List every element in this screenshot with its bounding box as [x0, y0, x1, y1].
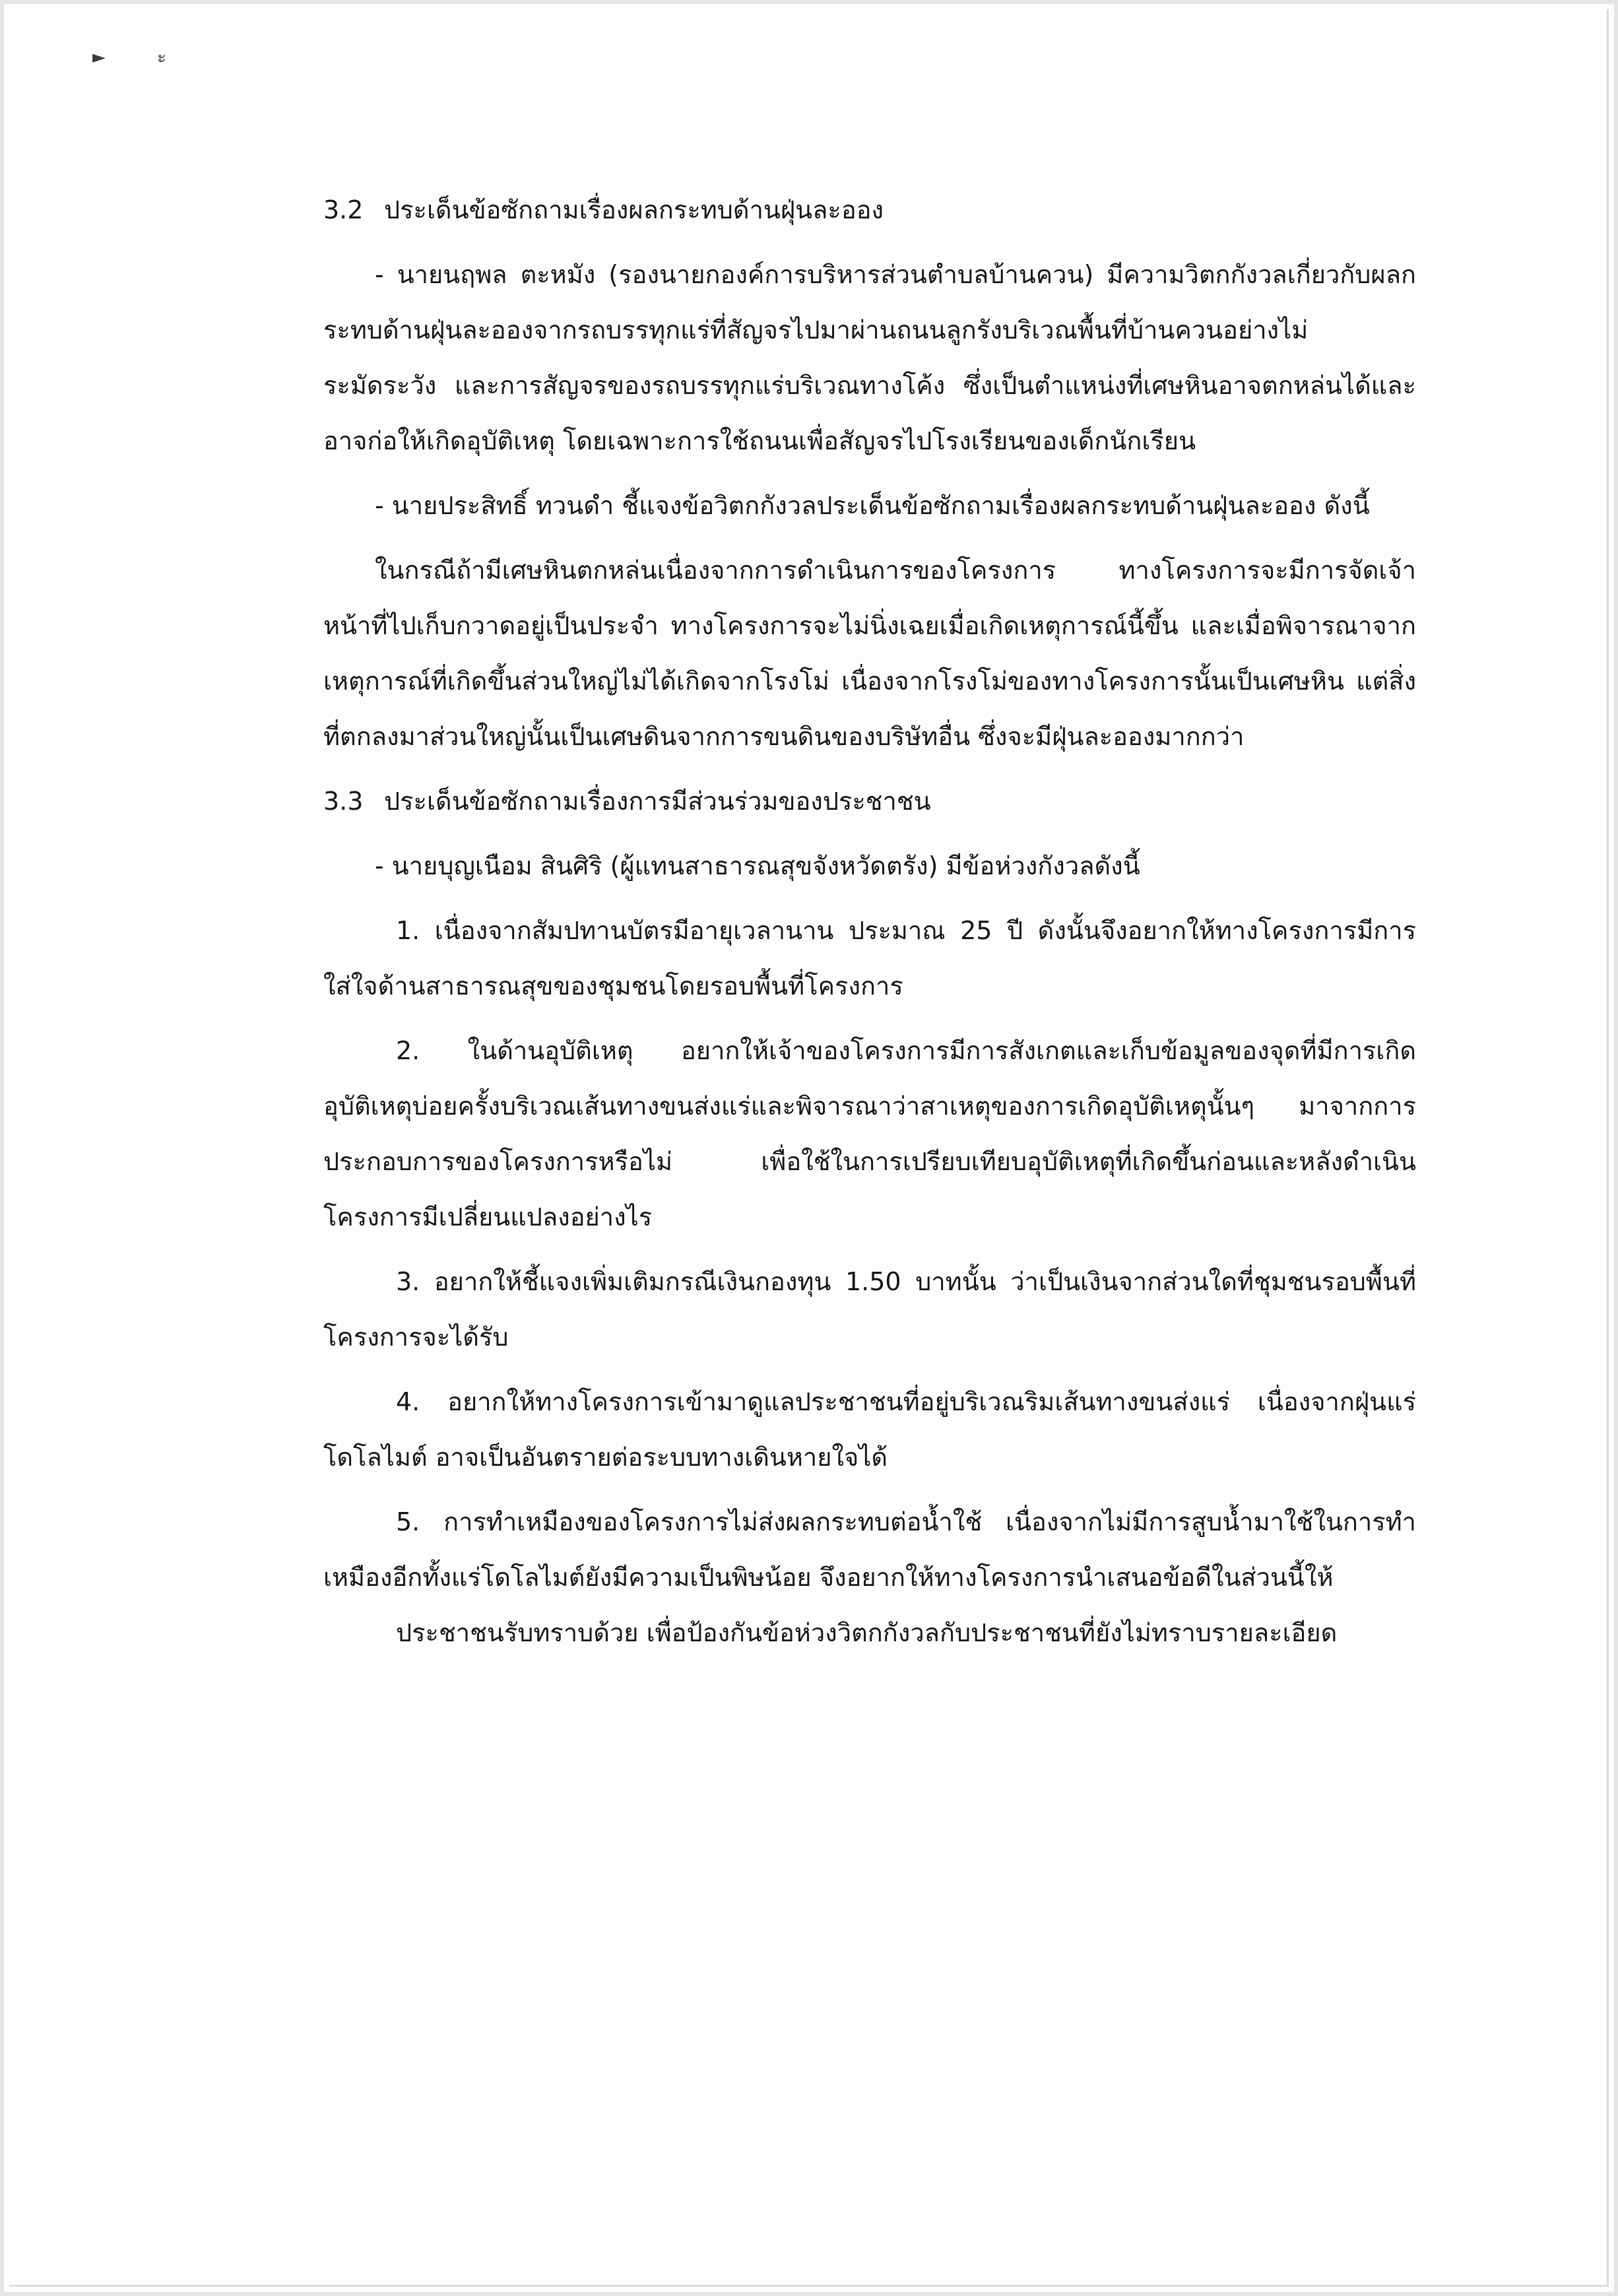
paragraph-response-detail: ในกรณีถ้ามีเศษหินตกหล่นเนื่องจากการดำเนินการของโครงการ ทางโครงการจะมีการจัดเจ้าหน้าที่ไปเก็บกวาดอยู่เป็นประจำ ทางโครงการจะไม่นิ่งเฉยเมื่อเกิดเหตุการณ์นี้ขึ้น และเมื่อพิจารณาจากเหตุการณ์ที่เกิดขึ้นส่วนใหญ่ไม่ได้เกิดจากโรงโม่ เนื่องจากโรงโม่ของทางโครงการนั้นเป็นเศษหิน แต่สิ่งที่ตกลงมาส่วนใหญ่นั้นเป็นเศษดินจากการขนดินของบริษัทอื่น ซึ่งจะมีฝุ่นละอองมากกว่า — [323, 556, 1416, 751]
list-item-4: 4. อยากให้ทางโครงการเข้ามาดูแลประชาชนที่อยู่บริเวณริมเส้นทางขนส่งแร่ เนื่องจากฝุ่นแร่โดโลไมต์ อาจเป็นอันตรายต่อระบบทางเดินหายใจได้ — [323, 1387, 1416, 1472]
scan-mark-arrow: ► — [92, 48, 106, 67]
paragraph-response-intro: - นายประสิทธิ์ ทวนดำ ชี้แจงข้อวิตกกังวลประเด็นข้อซักถามเรื่องผลกระทบด้านฝุ่นละออง ดังนี้ — [375, 491, 1370, 520]
list-item-5: 5. การทำเหมืองของโครงการไม่ส่งผลกระทบต่อน้ำใช้ เนื่องจากไม่มีการสูบน้ำมาใช้ในการทำเหมืองอีกทั้งแร่โดโลไมต์ยังมีความเป็นพิษน้อย จึงอยากให้ทางโครงการนำเสนอข้อดีในส่วนนี้ให้ — [323, 1507, 1416, 1592]
section-number: 3.2 — [323, 195, 364, 224]
document-body — [323, 173, 1416, 1660]
list-item-2: 2. ในด้านอุบัติเหตุ อยากให้เจ้าของโครงการมีการสังเกตและเก็บข้อมูลของจุดที่มีการเกิดอุบัติเหตุบ่อยครั้งบริเวณเส้นทางขนส่งแร่และพิจารณาว่าสาเหตุของการเกิดอุบัติเหตุนั้นๆ มาจากการประกอบการของโครงการหรือไม่ เพื่อใช้ในการเปรียบเทียบอุบัติเหตุที่เกิดขึ้นก่อนและหลังดำเนินโครงการมีเปลี่ยนแปลงอย่างไร — [323, 1036, 1416, 1231]
paragraph-concern-dust: - นายนฤพล ตะหมัง (รองนายกองค์การบริหารส่วนตำบลบ้านควน) มีความวิตกกังวลเกี่ยวกับผลกระทบด้านฝุ่นละอองจากรถบรรทุกแร่ที่สัญจรไปมาผ่านถนนลูกรังบริเวณพื้นที่บ้านควนอย่างไม่ระมัดระวัง และการสัญจรของรถบรรทุกแร่บริเวณทางโค้ง ซึ่งเป็นตำแหน่งที่เศษหินอาจตกหล่นได้และอาจก่อให้เกิดอุบัติเหตุ โดยเฉพาะการใช้ถนนเพื่อสัญจรไปโรงเรียนของเด็กนักเรียน — [323, 260, 1416, 455]
list-item-5-continuation: ประชาชนรับทราบด้วย เพื่อป้องกันข้อห่วงวิตกกังวลกับประชาชนที่ยังไม่ทราบรายละเอียด — [396, 1618, 1338, 1647]
paragraph-public-health-concern: - นายบุญเนือม สินศิริ (ผู้แทนสาธารณสุขจังหวัดตรัง) มีข้อห่วงกังวลดังนี้ — [375, 851, 1140, 880]
list-item-1: 1. เนื่องจากสัมปทานบัตรมีอายุเวลานาน ประมาณ 25 ปี ดังนั้นจึงอยากให้ทางโครงการมีการใส่ใจด้านสาธารณสุขของชุมชนโดยรอบพื้นที่โครงการ — [323, 916, 1416, 1000]
section-number: 3.3 — [323, 787, 364, 816]
section-heading-3-2 — [323, 182, 1416, 238]
section-heading-3-3 — [323, 773, 1416, 829]
section-title: ประเด็นข้อซักถามเรื่องผลกระทบด้านฝุ่นละออง — [384, 195, 884, 224]
scan-mark-char: ะ — [157, 48, 166, 67]
list-item-3: 3. อยากให้ชี้แจงเพิ่มเติมกรณีเงินกองทุน 1.50 บาทนั้น ว่าเป็นเงินจากส่วนใดที่ชุมชนรอบพื้นที่โครงการจะได้รับ — [323, 1267, 1416, 1352]
section-title: ประเด็นข้อซักถามเรื่องการมีส่วนร่วมของประชาชน — [384, 787, 931, 816]
